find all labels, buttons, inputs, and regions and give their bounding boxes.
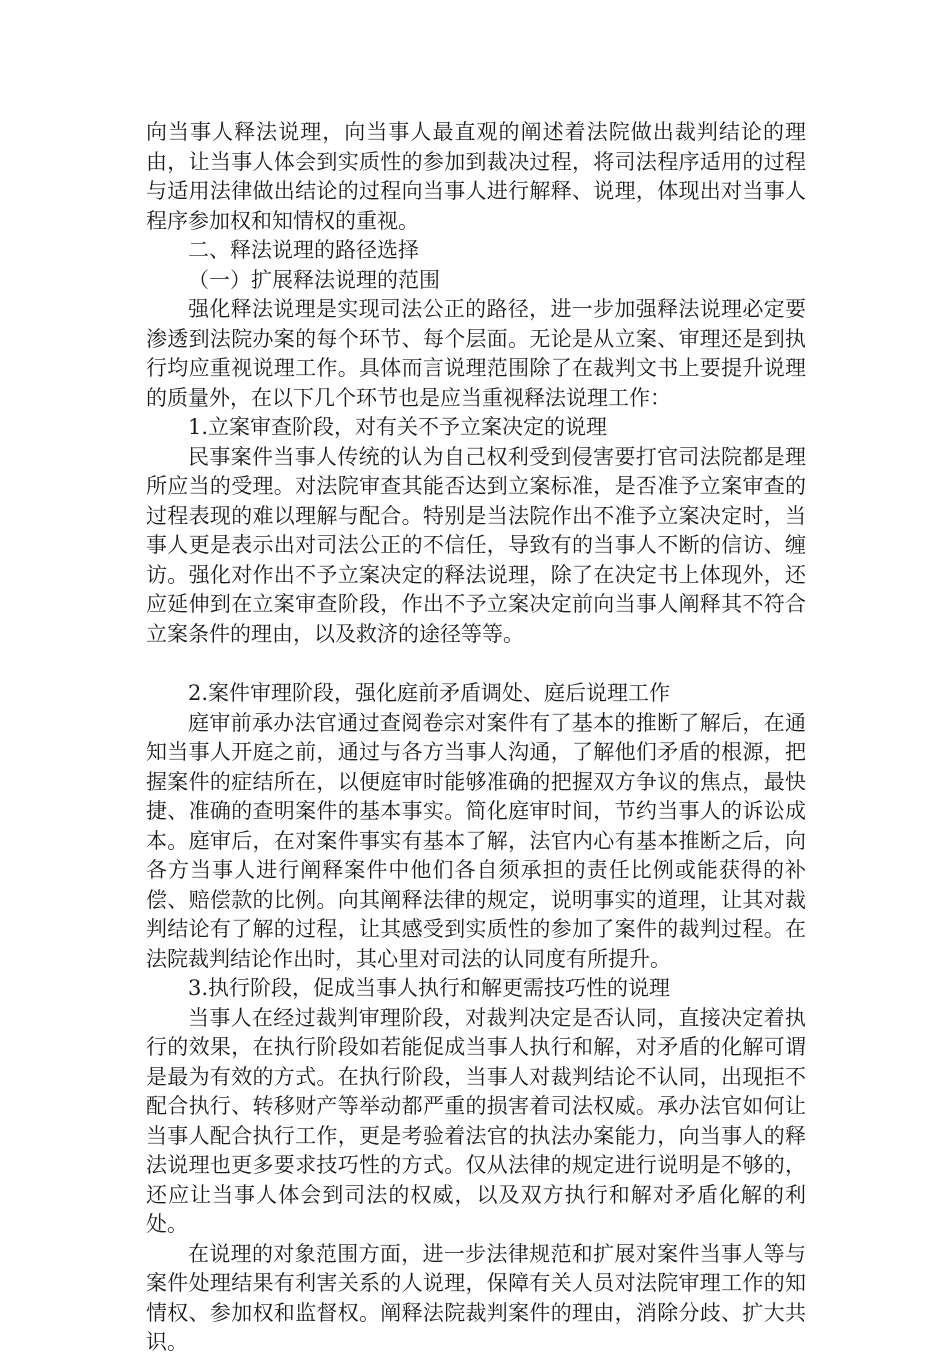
document-body <box>146 118 806 1358</box>
paragraph-strengthen-explanation: 强化释法说理是实现司法公正的路径，进一步加强释法说理必定要渗透到法院办案的每个环节、每个层面。无论是从立案、审理还是到执行均应重视说理工作。具体而言说理范围除了在裁判文书上要提升说理的质量外，在以下几个环节也是应当重视释法说理工作： <box>146 297 806 410</box>
paragraph-intro-continuation: 向当事人释法说理，向当事人最直观的阐述着法院做出裁判结论的理由，让当事人体会到实质性的参加到裁决过程，将司法程序适用的过程与适用法律做出结论的过程向当事人进行解释、说理，体现出对当事人程序参加权和知情权的重视。 <box>146 120 806 233</box>
item-heading-trial-stage: 2.案件审理阶段，强化庭前矛盾调处、庭后说理工作 <box>188 681 671 705</box>
paragraph-filing-review: 民事案件当事人传统的认为自己权利受到侵害要打官司法院都是理所应当的受理。对法院审查其能否达到立案标准，是否准予立案审查的过程表现的难以理解与配合。特别是当法院作出不准予立案决定时，当事人更是表示出对司法公正的不信任，导致有的当事人不断的信访、缠访。强化对作出不予立案决定的释法说理，除了在决定书上体现外，还应延伸到在立案审查阶段，作出不予立案决定前向当事人阐释其不符合立案条件的理由，以及救济的途径等等。 <box>146 444 806 646</box>
item-heading-filing-review: 1.立案审查阶段，对有关不予立案决定的说理 <box>188 415 608 439</box>
paragraph-trial-stage: 庭审前承办法官通过查阅卷宗对案件有了基本的推断了解后，在通知当事人开庭之前，通过与各方当事人沟通，了解他们矛盾的根源，把握案件的症结所在，以便庭审时能够准确的把握双方争议的焦点，最快捷、准确的查明案件的基本事实。简化庭审时间，节约当事人的诉讼成本。庭审后，在对案件事实有基本了解，法官内心有基本推断之后，向各方当事人进行阐释案件中他们各自须承担的责任比例或能获得的补偿、赔偿款的比例。向其阐释法律的规定，说明事实的道理，让其对裁判结论有了解的过程，让其感受到实质性的参加了案件的裁判过程。在法院裁判结论作出时，其心里对司法的认同度有所提升。 <box>146 710 806 971</box>
item-heading-execution-stage: 3.执行阶段，促成当事人执行和解更需技巧性的说理 <box>188 976 671 1000</box>
paragraph-spacer <box>146 649 806 679</box>
section-heading-path-selection: 二、释法说理的路径选择 <box>188 238 419 262</box>
paragraph-execution-stage: 当事人在经过裁判审理阶段，对裁判决定是否认同，直接决定着执行的效果，在执行阶段如若能促成当事人执行和解，对矛盾的化解可谓是最为有效的方式。在执行阶段，当事人对裁判结论不认同，出现拒不配合执行、转移财产等举动都严重的损害着司法权威。承办法官如何让当事人配合执行工作，更是考验着法官的执法办案能力，向当事人的释法说理也更多要求技巧性的方式。仅从法律的规定进行说明是不够的，还应让当事人体会到司法的权威，以及双方执行和解对矛盾化解的利处。 <box>146 1005 806 1236</box>
subsection-heading-expand-scope: （一）扩展释法说理的范围 <box>188 267 440 292</box>
paragraph-scope-of-parties: 在说理的对象范围方面，进一步法律规范和扩展对案件当事人等与案件处理结果有利害关系的人说理，保障有关人员对法院审理工作的知情权、参加权和监督权。阐释法院裁判案件的理由，消除分歧、扩大共识。 <box>146 1241 806 1354</box>
